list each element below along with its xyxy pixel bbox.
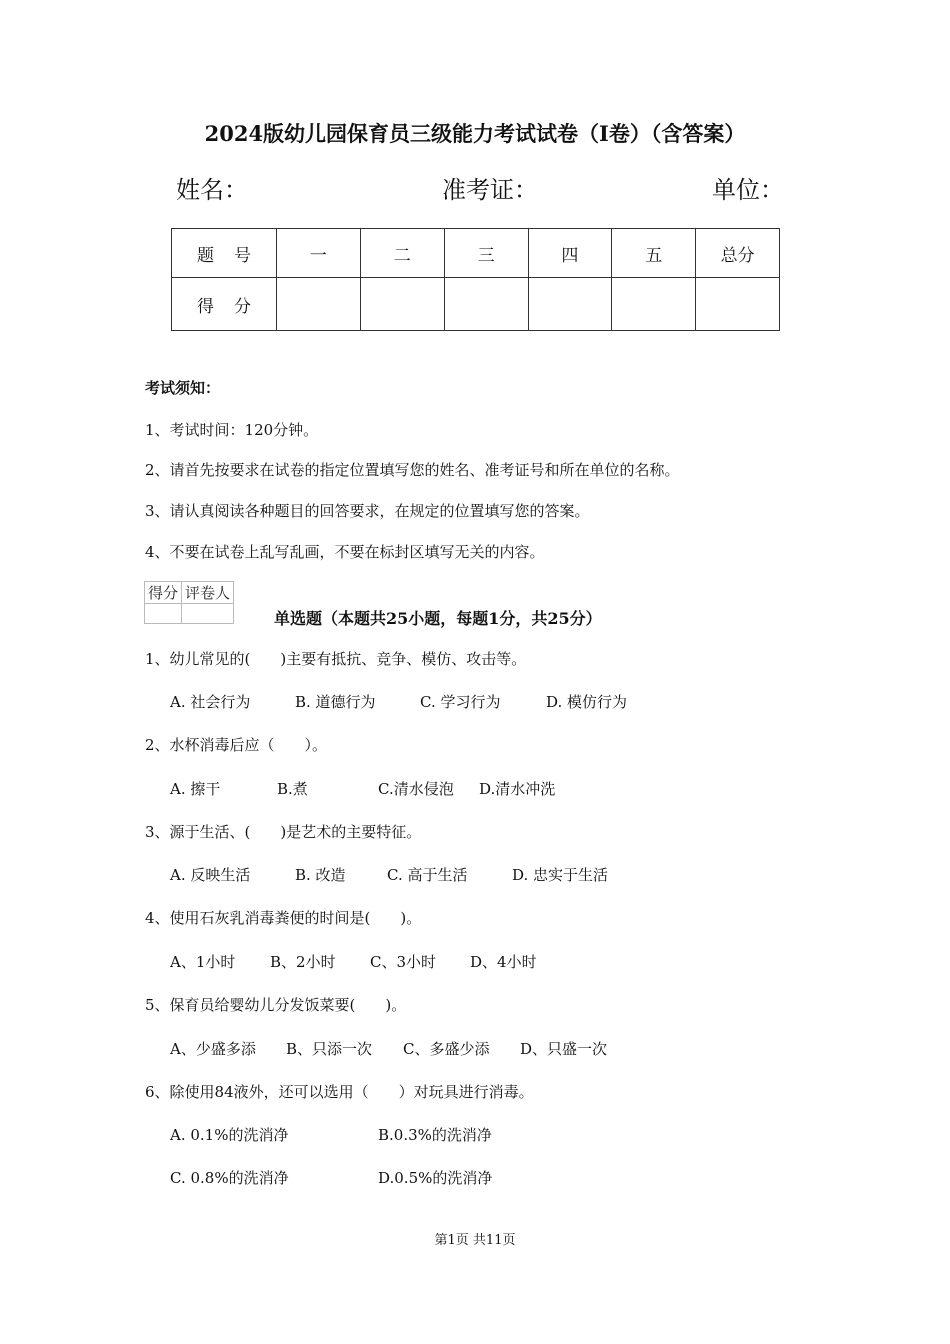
column-5: 五 — [612, 229, 696, 278]
option-b[interactable]: B、只添一次 — [286, 1040, 373, 1058]
grader-name-label: 评卷人 — [182, 582, 234, 604]
option-a[interactable]: A. 0.1%的洗消净 — [170, 1126, 289, 1144]
score-cell[interactable] — [528, 278, 612, 331]
page-title: 2024版幼儿园保育员三级能力考试试卷（I卷）（含答案） — [204, 121, 746, 146]
option-d[interactable]: D. 忠实于生活 — [512, 866, 609, 884]
option-b[interactable]: B.0.3%的洗消净 — [378, 1126, 492, 1144]
grader-box — [144, 581, 234, 624]
score-table-score-row — [172, 278, 780, 331]
question-5: 5、保育员给婴幼儿分发饭菜要( )。 — [145, 996, 407, 1014]
option-a[interactable]: A、少盛多添 — [170, 1040, 256, 1058]
option-b[interactable]: B. 改造 — [295, 866, 346, 884]
notice-item: 4、不要在试卷上乱写乱画，不要在标封区填写无关的内容。 — [145, 543, 545, 561]
notice-item: 1、考试时间：120分钟。 — [145, 421, 319, 439]
option-a[interactable]: A. 反映生活 — [170, 866, 251, 884]
score-cell[interactable] — [612, 278, 696, 331]
page-footer: 第1页 共11页 — [434, 1233, 516, 1248]
grader-score-label: 得分 — [145, 582, 182, 604]
option-c[interactable]: C. 高于生活 — [387, 866, 468, 884]
score-cell[interactable] — [360, 278, 444, 331]
option-d[interactable]: D、4小时 — [470, 953, 537, 971]
question-3: 3、源于生活、( )是艺术的主要特征。 — [145, 823, 422, 841]
notice-item: 2、请首先按要求在试卷的指定位置填写您的姓名、准考证号和所在单位的名称。 — [145, 461, 680, 479]
question-6: 6、除使用84液外，还可以选用（ ）对玩具进行消毒。 — [145, 1083, 534, 1101]
option-d[interactable]: D.0.5%的洗消净 — [378, 1169, 493, 1187]
option-b[interactable]: B. 道德行为 — [295, 693, 376, 711]
score-cell[interactable] — [696, 278, 780, 331]
section-title: 单选题（本题共25小题，每题1分，共25分） — [274, 609, 602, 628]
question-1: 1、幼儿常见的( )主要有抵抗、竞争、模仿、攻击等。 — [145, 650, 527, 668]
column-2: 二 — [360, 229, 444, 278]
score-label: 得分 — [172, 278, 277, 331]
unit-label: 单位： — [712, 176, 784, 204]
option-d[interactable]: D. 模仿行为 — [546, 693, 628, 711]
exam-id-label: 准考证： — [442, 176, 538, 204]
column-1: 一 — [277, 229, 361, 278]
option-c[interactable]: C. 学习行为 — [420, 693, 501, 711]
option-b[interactable]: B.煮 — [277, 780, 308, 798]
option-c[interactable]: C、多盛少添 — [403, 1040, 490, 1058]
option-a[interactable]: A. 社会行为 — [170, 693, 251, 711]
option-a[interactable]: A、1小时 — [170, 953, 236, 971]
option-d[interactable]: D.清水冲洗 — [479, 780, 556, 798]
name-label: 姓名： — [176, 176, 248, 204]
notice-item: 3、请认真阅读各种题目的回答要求，在规定的位置填写您的答案。 — [145, 502, 590, 520]
score-table — [171, 228, 780, 331]
question-number-label: 题号 — [172, 229, 277, 278]
option-a[interactable]: A. 擦干 — [170, 780, 221, 798]
option-b[interactable]: B、2小时 — [270, 953, 336, 971]
notice-heading: 考试须知： — [145, 379, 221, 397]
option-c[interactable]: C.清水侵泡 — [378, 780, 454, 798]
score-cell[interactable] — [277, 278, 361, 331]
question-2: 2、水杯消毒后应（ ）。 — [145, 736, 328, 754]
score-table-header-row — [172, 229, 780, 278]
column-3: 三 — [444, 229, 528, 278]
score-cell[interactable] — [444, 278, 528, 331]
option-c[interactable]: C. 0.8%的洗消净 — [170, 1169, 289, 1187]
option-d[interactable]: D、只盛一次 — [520, 1040, 608, 1058]
column-4: 四 — [528, 229, 612, 278]
question-4: 4、使用石灰乳消毒粪便的时间是( )。 — [145, 909, 422, 927]
grader-name-cell[interactable] — [182, 604, 234, 624]
option-c[interactable]: C、3小时 — [370, 953, 437, 971]
grader-score-cell[interactable] — [145, 604, 182, 624]
column-total: 总分 — [696, 229, 780, 278]
